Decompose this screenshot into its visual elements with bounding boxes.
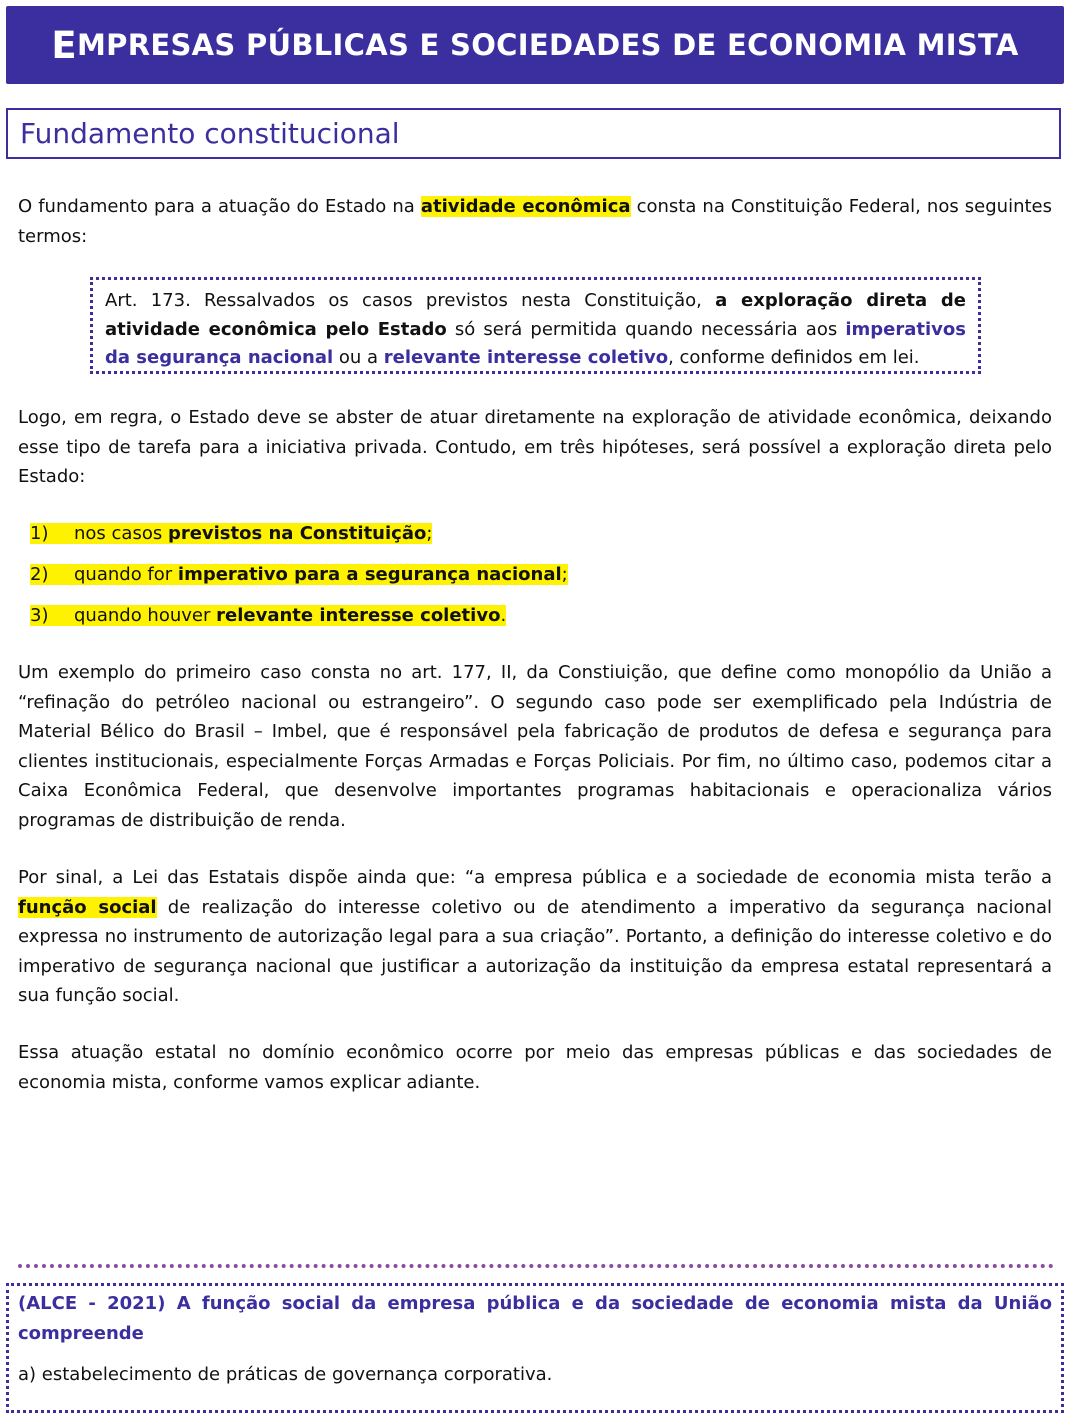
paragraph-social-function	[18, 863, 1052, 1011]
list-item	[30, 601, 568, 642]
page-banner	[6, 6, 1064, 84]
text: ou a	[333, 347, 384, 368]
paragraph-examples: Um exemplo do primeiro caso consta no art. 177, II, da Constiuição, que define como monopólio da União a “refinação do petróleo nacional ou estrangeiro”. O segundo caso pode ser exemplificado pela Indústria de Material Bélico do Brasil – Imbel, que é responsável pela fabricação de produtos de defesa e segurança para clientes institucionais, especialmente Forças Armadas e Forças Policiais. Por fim, no último caso, podemos citar a Caixa Econômica Federal, que desenvolve importantes programas habitacionais e operacionaliza vários programas de distribuição de renda.	[18, 662, 1052, 831]
text: ;	[561, 564, 568, 585]
paragraph-rule: Logo, em regra, o Estado deve se abster de atuar diretamente na exploração de atividade econômica, deixando esse tipo de tarefa para a iniciativa privada. Contudo, em três hipóteses, será possível a exploração direta pelo Estado:	[18, 407, 1052, 487]
paragraph-conclusion: Essa atuação estatal no domínio econômico ocorre por meio das empresas públicas e das sociedades de economia mista, conforme vamos explicar adiante.	[18, 1042, 1052, 1093]
text: de realização do interesse coletivo ou de atendimento a imperativo da segurança nacional expressa no instrumento de autorização legal para a sua criação”. Portanto, a definição do interesse coletivo e do imperativo de segurança nacional que justificar a autorização da instituição da empresa estatal representará a sua função social.	[18, 896, 1052, 1006]
dotted-divider	[18, 1264, 1054, 1268]
bold-text: relevante interesse coletivo	[216, 605, 501, 626]
highlight-term: função social	[18, 896, 157, 918]
bold-text: a exploração direta de atividade econômica pelo Estado	[105, 290, 966, 340]
list-marker: 3)	[30, 605, 49, 626]
bold-text: imperativo para a segurança nacional	[177, 564, 562, 585]
emphasis-text: relevante interesse coletivo	[383, 347, 669, 368]
text: O fundamento para a atuação do Estado na	[18, 196, 421, 217]
text: Art. 173. Ressalvados os casos previstos nesta Constituição,	[105, 290, 716, 311]
hypotheses-list	[30, 519, 568, 642]
text: Por sinal, a Lei das Estatais dispõe ainda que: “a empresa pública e a sociedade de economia mista terão a	[18, 867, 1052, 888]
text: nos casos	[74, 523, 168, 544]
highlight-term: atividade econômica	[420, 196, 631, 217]
banner-title: MPRESAS PÚBLICAS E SOCIEDADES DE ECONOMIA MISTA	[76, 28, 1019, 62]
bold-text: previstos na Constituição	[167, 523, 427, 544]
emphasis-text: imperativos da segurança nacional	[105, 318, 966, 368]
text: quando for	[74, 564, 178, 585]
question-option-a: a) estabelecimento de práticas de governança corporativa.	[18, 1364, 553, 1385]
text: .	[500, 605, 507, 626]
text: , conforme definidos em lei.	[668, 347, 920, 368]
paragraph-intro	[18, 192, 1052, 251]
question-text: (ALCE - 2021) A função social da empresa pública e da sociedade de economia mista da União compreende	[18, 1293, 1052, 1344]
list-marker: 1)	[30, 523, 49, 544]
list-item	[30, 519, 568, 560]
text: quando houver	[74, 605, 217, 626]
law-quote-box	[90, 277, 981, 374]
list-item	[30, 560, 568, 601]
section-heading	[6, 108, 1061, 159]
list-marker: 2)	[30, 564, 49, 585]
text: consta na Constituição Federal, nos seguintes termos:	[18, 196, 1052, 247]
section-title: Fundamento constitucional	[20, 117, 400, 150]
banner-title-initial: E	[51, 23, 77, 67]
text: só será permitida quando necessária aos	[446, 318, 846, 340]
text: ;	[426, 523, 433, 544]
